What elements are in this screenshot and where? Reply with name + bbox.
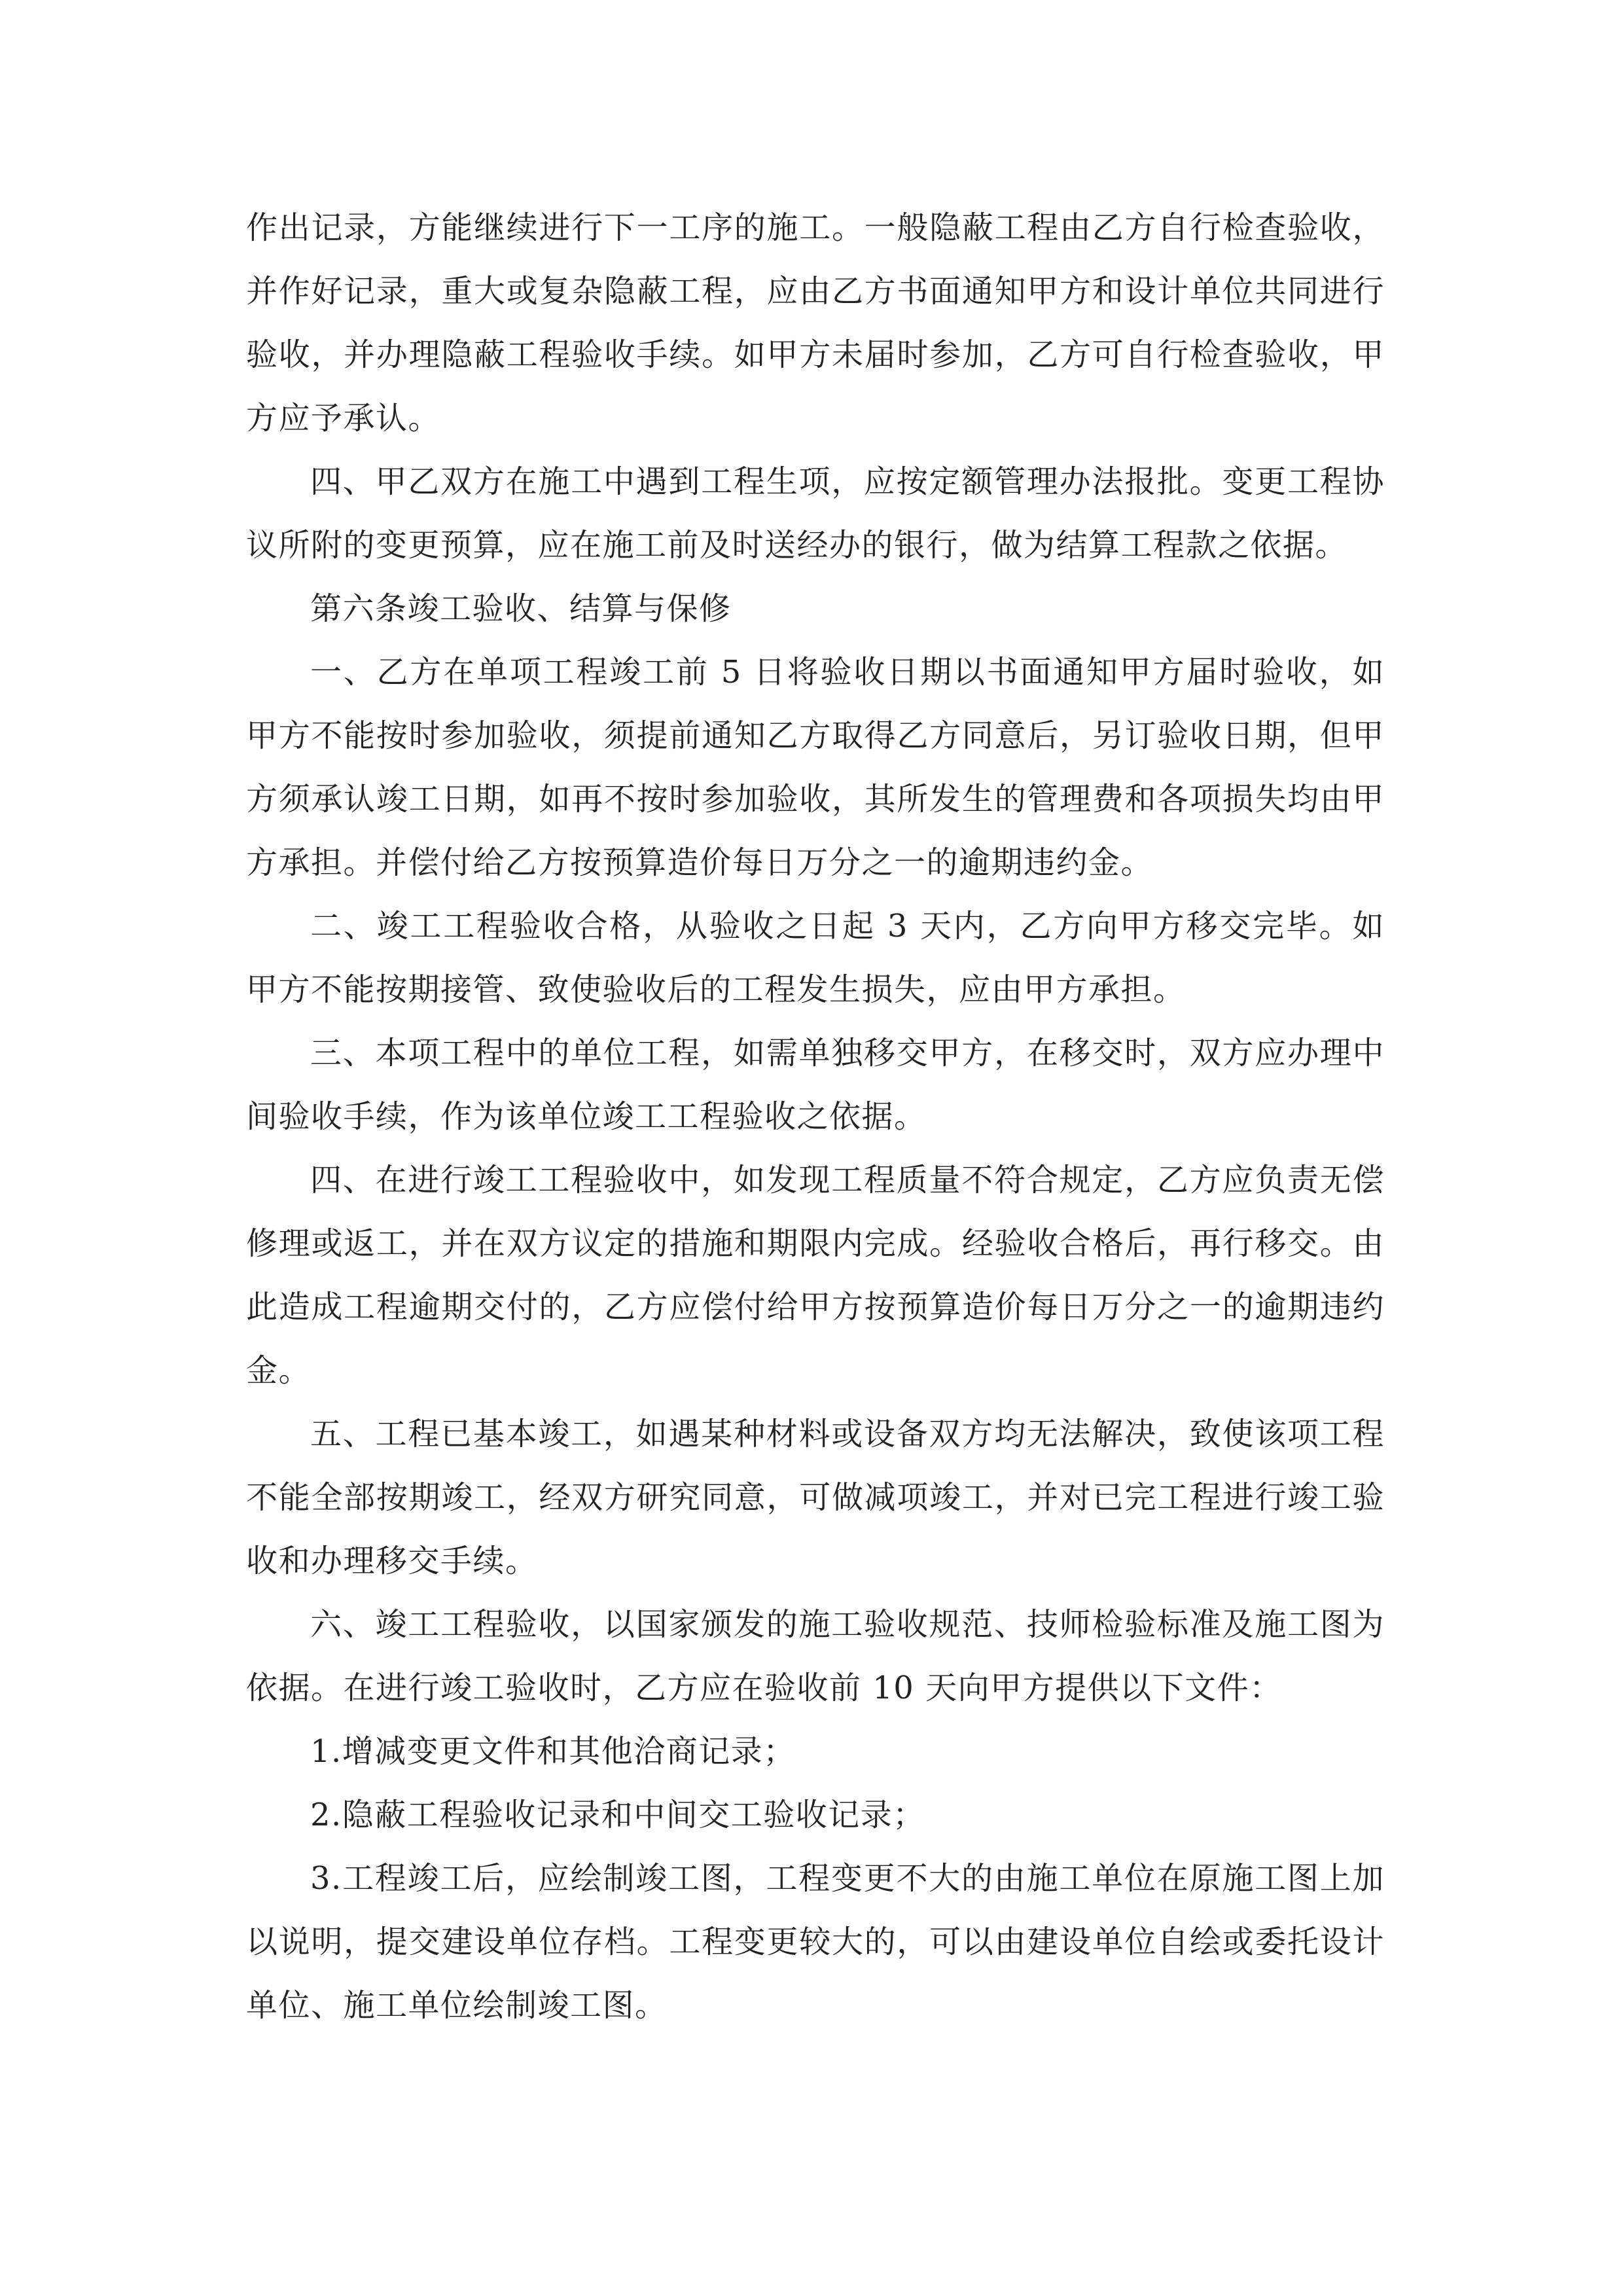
section-heading-article-6: 第六条竣工验收、结算与保修 [310, 590, 732, 627]
list-item-3: 3.工程竣工后，应绘制竣工图，工程变更不大的由施工单位在原施工图上加以说明，提交建设单位存档。工程变更较大的，可以由建设单位自绘或委托设计单位、施工单位绘制竣工图。 [246, 1860, 1385, 2024]
paragraph-clause-2: 二、竣工工程验收合格，从验收之日起 3 天内，乙方向甲方移交完毕。如甲方不能按期接管、致使验收后的工程发生损失，应由甲方承担。 [246, 908, 1385, 1008]
document-body [246, 196, 1385, 2037]
paragraph-clause-4b: 四、在进行竣工工程验收中，如发现工程质量不符合规定，乙方应负责无偿修理或返工，并在双方议定的措施和期限内完成。经验收合格后，再行移交。由此造成工程逾期交付的，乙方应偿付给甲方按预算造价每日万分之一的逾期违约金。 [246, 1162, 1385, 1389]
paragraph-clause-3: 三、本项工程中的单位工程，如需单独移交甲方，在移交时，双方应办理中间验收手续，作为该单位竣工工程验收之依据。 [246, 1035, 1385, 1135]
paragraph-clause-4: 四、甲乙双方在施工中遇到工程生项，应按定额管理办法报批。变更工程协议所附的变更预算，应在施工前及时送经办的银行，做为结算工程款之依据。 [246, 463, 1385, 564]
paragraph-clause-5: 五、工程已基本竣工，如遇某种材料或设备双方均无法解决，致使该项工程不能全部按期竣工，经双方研究同意，可做减项竣工，并对已完工程进行竣工验收和办理移交手续。 [246, 1416, 1385, 1579]
list-item-2: 2.隐蔽工程验收记录和中间交工验收记录； [310, 1797, 925, 1833]
paragraph-clause-1: 一、乙方在单项工程竣工前 5 日将验收日期以书面通知甲方届时验收，如甲方不能按时参加验收，须提前通知乙方取得乙方同意后，另订验收日期，但甲方须承认竣工日期，如再不按时参加验收，其所发生的管理费和各项损失均由甲方承担。并偿付给乙方按预算造价每日万分之一的逾期违约金。 [246, 654, 1385, 881]
paragraph-continuation: 作出记录，方能继续进行下一工序的施工。一般隐蔽工程由乙方自行检查验收，并作好记录，重大或复杂隐蔽工程，应由乙方书面通知甲方和设计单位共同进行验收，并办理隐蔽工程验收手续。如甲方未届时参加，乙方可自行检查验收，甲方应予承认。 [246, 209, 1385, 437]
paragraph-clause-6: 六、竣工工程验收，以国家颁发的施工验收规范、技师检验标准及施工图为依据。在进行竣工验收时，乙方应在验收前 10 天向甲方提供以下文件： [246, 1606, 1385, 1706]
list-item-1: 1.增减变更文件和其他洽商记录； [310, 1733, 796, 1770]
